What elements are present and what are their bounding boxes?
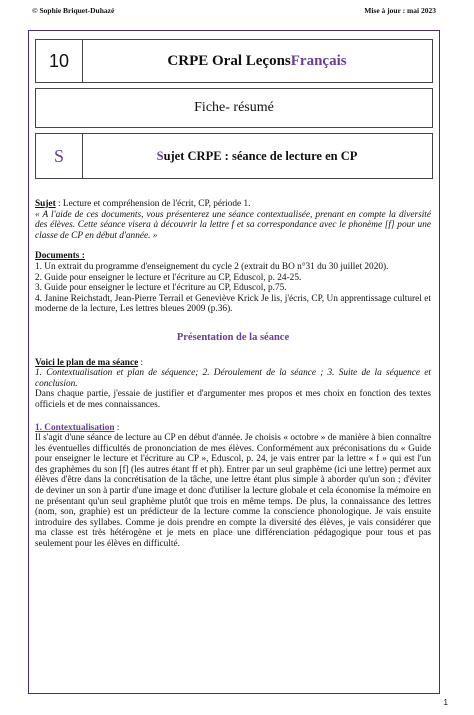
subtitle-row — [35, 88, 433, 128]
documents-section — [35, 251, 431, 315]
plan-section — [35, 358, 431, 411]
subject-title — [82, 134, 432, 178]
contextualisation-text: Il s'agit d'une séance de lecture au CP en début d'année. Je choisis « octobre » de manière à bien connaître les éventuelles difficultés de prononciation de mes élèves. Conformément aux préconisations du « Guide pour enseigner le lecture et l'écriture au CP », Eduscol, p. 24, je vais entrer par la lettre « f » qui est l'un des graphèmes du son [f] (les autres étant ff et ph). Entrer par un seul graphème (ici une lettre) permet aux élèves d'être dans la concrétisation de la tâche, une lettre étant plus simple à aborder qu'un son ; d'éviter de deviner un son à partir d'une image et donc d'utiliser la lecture globale et cela économise la mémoire en ne présentant qu'un seul graphème plutôt que trois en même temps. De plus, la connaissance des lettres (nom, son, graphie) est un prédicteur de la lecture comme la conscience phonologique. Je vais ensuite introduire des syllabes. Comme je dois prendre en compte la diversité des élèves, je vais considérer que ma classe est très hétérogène et je mets en place une différenciation pédagogique pour tous et pas seulement pour les élèves en difficulté. — [35, 433, 431, 550]
contextualisation-section — [35, 423, 431, 550]
document-item: 4. Janine Reichstadt, Jean-Pierre Terrail et Geneviève Krick Je lis, j'écris, CP, Un apprentissage culturel et moderne de la lecture, Les lettres bleues 2009 (p.36). — [35, 293, 431, 315]
document-title — [82, 40, 432, 82]
documents-label: Documents : — [35, 251, 85, 262]
document-item: 2. Guide pour enseigner le lecture et l'écriture au CP, Eduscol, p. 24-25. — [35, 272, 302, 283]
subject-accent: S — [156, 148, 164, 163]
plan-text: Dans chaque partie, j'essaie de justifier et d'argumenter mes propos et mes choix en fonction des textes officiels et de mes connaissances. — [35, 389, 431, 410]
sujet-label: Sujet — [35, 199, 56, 209]
subtitle: Fiche- résumé — [194, 100, 274, 115]
subject-letter: S — [36, 134, 83, 178]
title-accent: Français — [290, 52, 347, 69]
contextualisation-label: 1. Contextualisation — [35, 422, 115, 433]
sujet-paragraph — [35, 199, 431, 241]
title-main: CRPE Oral Leçons — [167, 52, 291, 69]
sujet-intro: : Lecture et compréhension de l'écrit, CP, période 1. — [55, 199, 251, 209]
header-update-date: Mise à jour : mai 2023 — [364, 6, 436, 15]
document-item: 1. Un extrait du programme d'enseignement du cycle 2 (extrait du BO n°31 du 30 juillet 2020). — [35, 261, 389, 272]
plan-label-suffix: : — [138, 357, 144, 368]
plan-items: 1. Contextualisation et plan de séquence; 2. Déroulement de la séance ; 3. Suite de la séquence et conclusion. — [35, 368, 431, 389]
contextualisation-label-suffix: : — [114, 422, 120, 433]
subject-row — [35, 133, 433, 179]
document-item: 3. Guide pour enseigner le lecture et l'écriture au CP, Eduscol, p.75. — [35, 283, 287, 294]
subject-text: ujet CRPE : séance de lecture en CP — [163, 148, 358, 163]
title-row — [35, 39, 433, 83]
page-number: 1 — [443, 698, 448, 707]
presentation-title: Présentation de la séance — [176, 331, 290, 343]
header-author: © Sophie Briquet-Duhazé — [32, 6, 115, 15]
sujet-quote: « A l'aide de ces documents, vous présenterez une séance contextualisée, prenant en compte la diversité des élèves. Cette séance visera à découvrir la lettre f et sa correspondance avec le phonème [f] pour une classe de CP en début d'année. » — [35, 209, 431, 241]
document-frame — [28, 30, 440, 694]
lesson-number: 10 — [36, 40, 83, 82]
document-body — [35, 199, 431, 550]
plan-label: Voici le plan de ma séance — [35, 357, 139, 368]
